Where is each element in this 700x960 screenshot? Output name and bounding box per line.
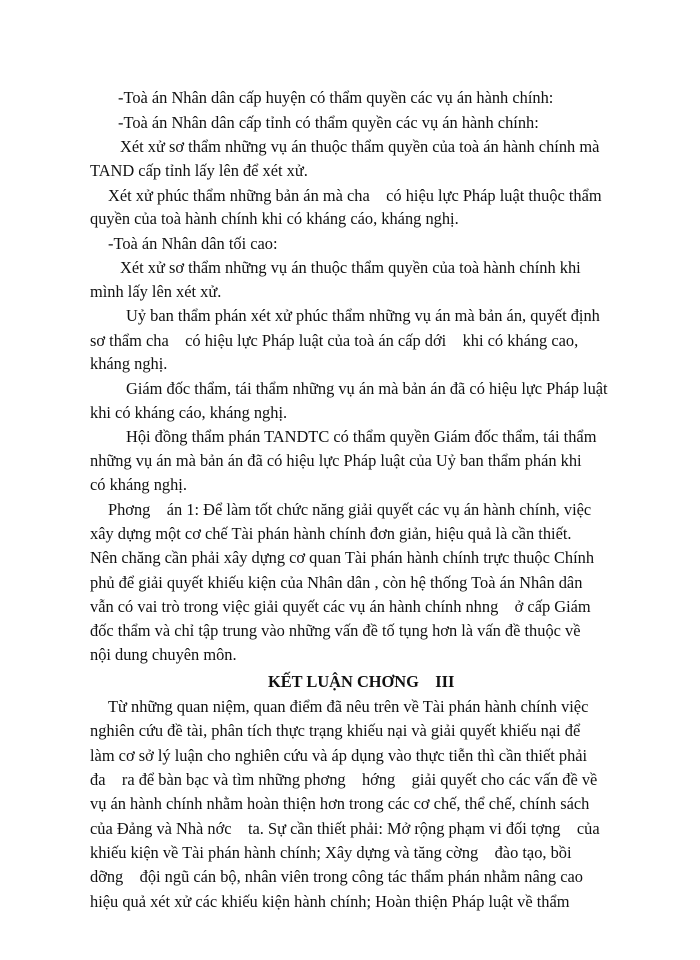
text-line: khiếu kiện về Tài phán hành chính; Xây dựng và tăng cờng đào tạo, bồi (90, 843, 572, 862)
text-line: Xét xử sơ thẩm những vụ án thuộc thẩm quyền của toà hành chính khi (120, 258, 581, 277)
text-line: TAND cấp tỉnh lấy lên để xét xử. (90, 161, 308, 180)
text-line: vẫn có vai trò trong việc giải quyết các vụ án hành chính nhng ở cấp Giám (90, 597, 591, 616)
text-line: của Đảng và Nhà nớc ta. Sự cần thiết phải: Mở rộng phạm vi đối tợng của (90, 819, 600, 838)
text-line: làm cơ sở lý luận cho nghiên cứu và áp dụng vào thực tiễn thì cần thiết phải (90, 746, 588, 765)
text-line: -Toà án Nhân dân cấp huyện có thẩm quyền các vụ án hành chính: (118, 88, 554, 107)
text-line: khi có kháng cáo, kháng nghị. (90, 403, 288, 422)
text-line: nghiên cứu đề tài, phân tích thực trạng khiếu nại và giải quyết khiếu nại để (90, 721, 581, 740)
text-line: nội dung chuyên môn. (90, 645, 237, 664)
text-line: Nên chăng cần phải xây dựng cơ quan Tài phán hành chính trực thuộc Chính (90, 548, 595, 567)
text-line: đa ra để bàn bạc và tìm những phơng hớng giải quyết cho các vấn đề về (90, 770, 598, 789)
text-line: những vụ án mà bản án đã có hiệu lực Pháp luật của Uỷ ban thẩm phán khi (90, 451, 582, 470)
text-line: đốc thẩm và chỉ tập trung vào những vấn đề tố tụng hơn là vấn đề thuộc về (90, 621, 581, 640)
text-line: có kháng nghị. (90, 475, 187, 494)
text-line: Từ những quan niệm, quan điểm đã nêu trên về Tài phán hành chính việc (108, 697, 589, 716)
text-line: xây dựng một cơ chế Tài phán hành chính đơn giản, hiệu quả là cần thiết. (90, 524, 572, 543)
text-line: -Toà án Nhân dân cấp tỉnh có thẩm quyền các vụ án hành chính: (118, 113, 539, 132)
section-heading: KẾT LUẬN CHƠNG III (268, 672, 455, 691)
text-line: Xét xử phúc thẩm những bản án mà cha có hiệu lực Pháp luật thuộc thẩm (108, 186, 602, 205)
text-line: sơ thẩm cha có hiệu lực Pháp luật của toà án cấp dới khi có kháng cao, (90, 331, 579, 350)
text-line: mình lấy lên xét xử. (90, 282, 222, 301)
text-line: kháng nghị. (90, 354, 168, 373)
text-line: Giám đốc thẩm, tái thẩm những vụ án mà bản án đã có hiệu lực Pháp luật (126, 379, 608, 398)
text-line: Uỷ ban thẩm phán xét xử phúc thẩm những vụ án mà bản án, quyết định (126, 306, 600, 325)
text-line: Xét xử sơ thẩm những vụ án thuộc thẩm quyền của toà án hành chính mà (120, 137, 600, 156)
text-line: hiệu quả xét xử các khiếu kiện hành chính; Hoàn thiện Pháp luật về thẩm (90, 892, 570, 911)
text-line: dỡng đội ngũ cán bộ, nhân viên trong công tác thẩm phán nhằm nâng cao (90, 867, 583, 886)
text-line: vụ án hành chính nhằm hoàn thiện hơn trong các cơ chế, thể chế, chính sách (90, 794, 590, 813)
text-line: quyền của toà hành chính khi có kháng cáo, kháng nghị. (90, 209, 459, 228)
text-line: Phơng án 1: Để làm tốt chức năng giải quyết các vụ án hành chính, việc (108, 500, 592, 519)
text-line: phủ để giải quyết khiếu kiện của Nhân dân , còn hệ thống Toà án Nhân dân (90, 573, 583, 592)
text-line: Hội đồng thẩm phán TANDTC có thẩm quyền Giám đốc thẩm, tái thẩm (126, 427, 597, 446)
text-line: -Toà án Nhân dân tối cao: (108, 234, 278, 253)
